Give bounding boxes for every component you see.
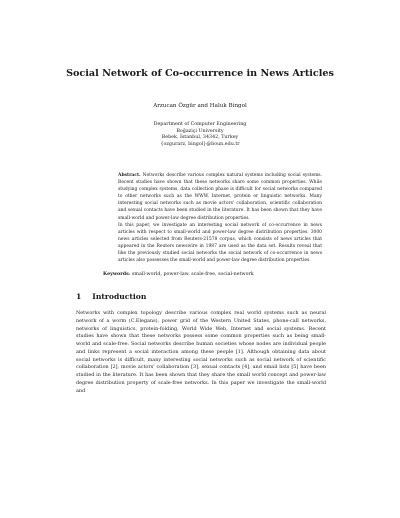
keywords-text: : small-world, power-law, scale-free, social-network xyxy=(128,272,254,277)
affiliation-university: Boğaziçi University xyxy=(176,128,224,134)
section-heading xyxy=(76,292,326,302)
abstract-text-1: Networks describe various complex natural systems including social systems. Recent studies have shown that these networks share some common properties. While studying complex systems, data collection phase is difficult for social networks compared to other networks such as the WWW, Internet, protein or linguistic networks. Many interesting social networks such as movie actors' collaboration, scientific collaboration and sexual contacts have been studied in the literature. It has been shown that they have small-world and power-law degree distribution properties. xyxy=(118,173,322,221)
paper-title: Social Network of Co-occurrence in News Articles xyxy=(66,68,334,79)
abstract-paragraph-1 xyxy=(118,172,322,222)
introduction-paragraph: Networks with complex topology describe various complex real world systems such as neural network of a worm (C.Elegans), power grid of the Western United States, phone-call networks, networks of linguistics, protein-folding, World Wide Web, Internet and social systems. Recent studies have shown that these networks possess some common properties such as being small-world and scale-free. Social networks describe human societies whose nodes are individual people and links represent a social interaction among these people [1]. Although obtaining data about social networks is difficult, many interesting social networks such as social network of scientific collaboration [2], movie actors' collaboration [3], sexual contacts [4], and email lists [5] have been studied in the literature. It has been shown that they share the small world concept and power-law degree distribution property of scale-free networks. In this paper we investigate the small-world and xyxy=(76,310,326,394)
introduction-body xyxy=(76,310,326,395)
section-title: Introduction xyxy=(92,292,147,301)
affiliation-email: {ozgurarz, bingol}@boun.edu.tr xyxy=(160,141,240,147)
affiliation-block xyxy=(60,122,340,148)
affiliation-department: Department of Computer Engineering xyxy=(153,122,247,127)
keywords-line xyxy=(103,271,343,278)
abstract-label: Abstract. xyxy=(118,173,141,178)
paper-authors: Arzucan Özgür and Haluk Bingol xyxy=(153,103,247,109)
keywords-label: Keywords xyxy=(103,271,129,277)
affiliation-address: Bebek, İstanbul, 34342, Turkey xyxy=(161,135,239,141)
section-number: 1 xyxy=(76,292,82,301)
abstract-block xyxy=(118,172,322,264)
abstract-paragraph-2: In this paper, we investigate an interesting social network of co-occurrence in news articles with respect to small-world and power-law degree distribution properties. 3000 news articles selected from Reuters-21578 corpus, which consists of news articles that appeared in the Reuters newswire in 1987 are used as the data set. Results reveal that like the previously studied social networks the social network of co-occurrence in news articles also possesses the small-world and power-law degree distribution properties. xyxy=(118,222,322,264)
